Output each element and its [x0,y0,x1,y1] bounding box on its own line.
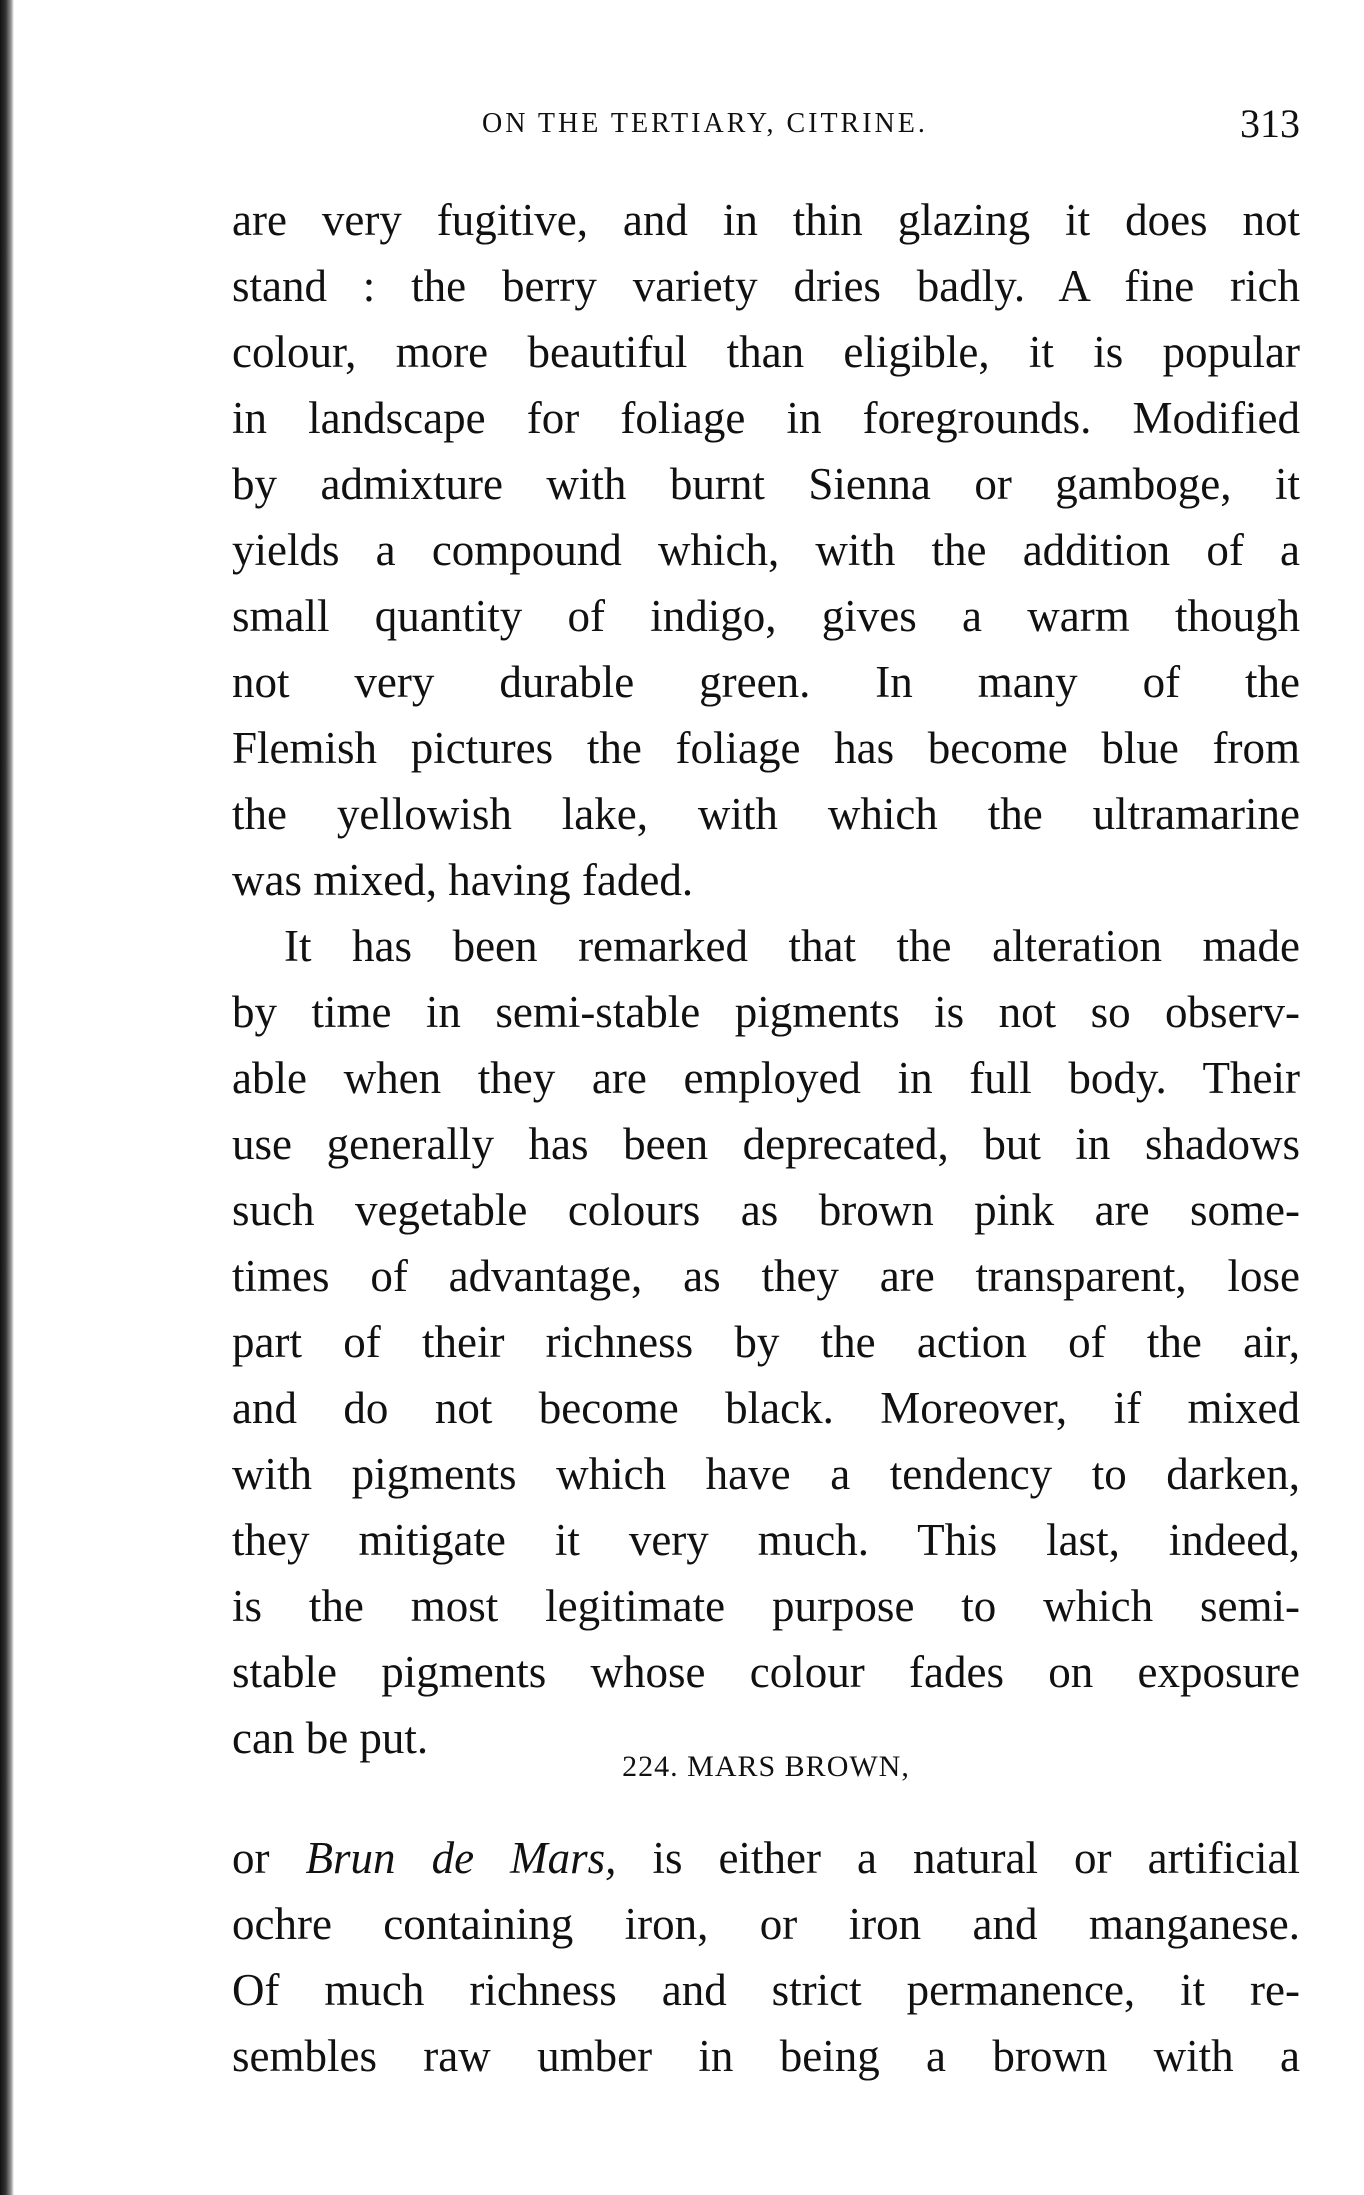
body-text-bottom [232,1825,1300,2089]
paragraph-line: stand : the berry variety dries badly. A fine rich [232,261,1300,311]
text-run: is either a natural or artificial [616,1833,1300,1883]
paragraph-line: by time in semi-stable pigments is not so observ- [232,987,1300,1037]
paragraph-line: with pigments which have a tendency to darken, [232,1449,1300,1499]
paragraph-line: small quantity of indigo, gives a warm though [232,591,1300,641]
paragraph-line: Of much richness and strict permanence, it re- [232,1965,1300,2015]
page-header [232,100,1300,150]
paragraph-line: It has been remarked that the alteration made [284,921,1300,971]
paragraph-line: part of their richness by the action of the air, [232,1317,1300,1367]
paragraph-line: times of advantage, as they are transparent, lose [232,1251,1300,1301]
paragraph-line: not very durable green. In many of the [232,657,1300,707]
paragraph-line: was mixed, having faded. [232,855,694,905]
body-text-top [232,187,1300,1771]
paragraph-line: is the most legitimate purpose to which semi- [232,1581,1300,1631]
section-heading: 224. MARS BROWN, [622,1750,910,1783]
paragraph-line: stable pigments whose colour fades on exposure [232,1647,1300,1697]
paragraph-line: the yellowish lake, with which the ultramarine [232,789,1300,839]
paragraph-line: ochre containing iron, or iron and manganese. [232,1899,1300,1949]
page-number: 313 [1240,101,1300,146]
paragraph-line: able when they are employed in full body. Their [232,1053,1300,1103]
paragraph-line: are very fugitive, and in thin glazing it does not [232,195,1300,245]
paragraph-line: colour, more beautiful than eligible, it is popular [232,327,1300,377]
paragraph-line: and do not become black. Moreover, if mixed [232,1383,1300,1433]
paragraph-line: Flemish pictures the foliage has become blue from [232,723,1300,773]
paragraph-line: by admixture with burnt Sienna or gamboge, it [232,459,1300,509]
paragraph-line: sembles raw umber in being a brown with a [232,2031,1300,2081]
paragraph-line: yields a compound which, with the addition of a [232,525,1300,575]
italic-term: Brun de Mars, [305,1833,617,1883]
paragraph-line: in landscape for foliage in foregrounds. Modified [232,393,1300,443]
paragraph-line: they mitigate it very much. This last, indeed, [232,1515,1300,1565]
paragraph-line [232,1825,1300,1891]
paragraph-line: use generally has been deprecated, but in shadows [232,1119,1300,1169]
paragraph-line: such vegetable colours as brown pink are some- [232,1185,1300,1235]
running-title: ON THE TERTIARY, CITRINE. [482,108,928,139]
book-binding-edge [0,0,14,2195]
paragraph-line: can be put. [232,1713,429,1763]
text-run: or [232,1833,306,1883]
